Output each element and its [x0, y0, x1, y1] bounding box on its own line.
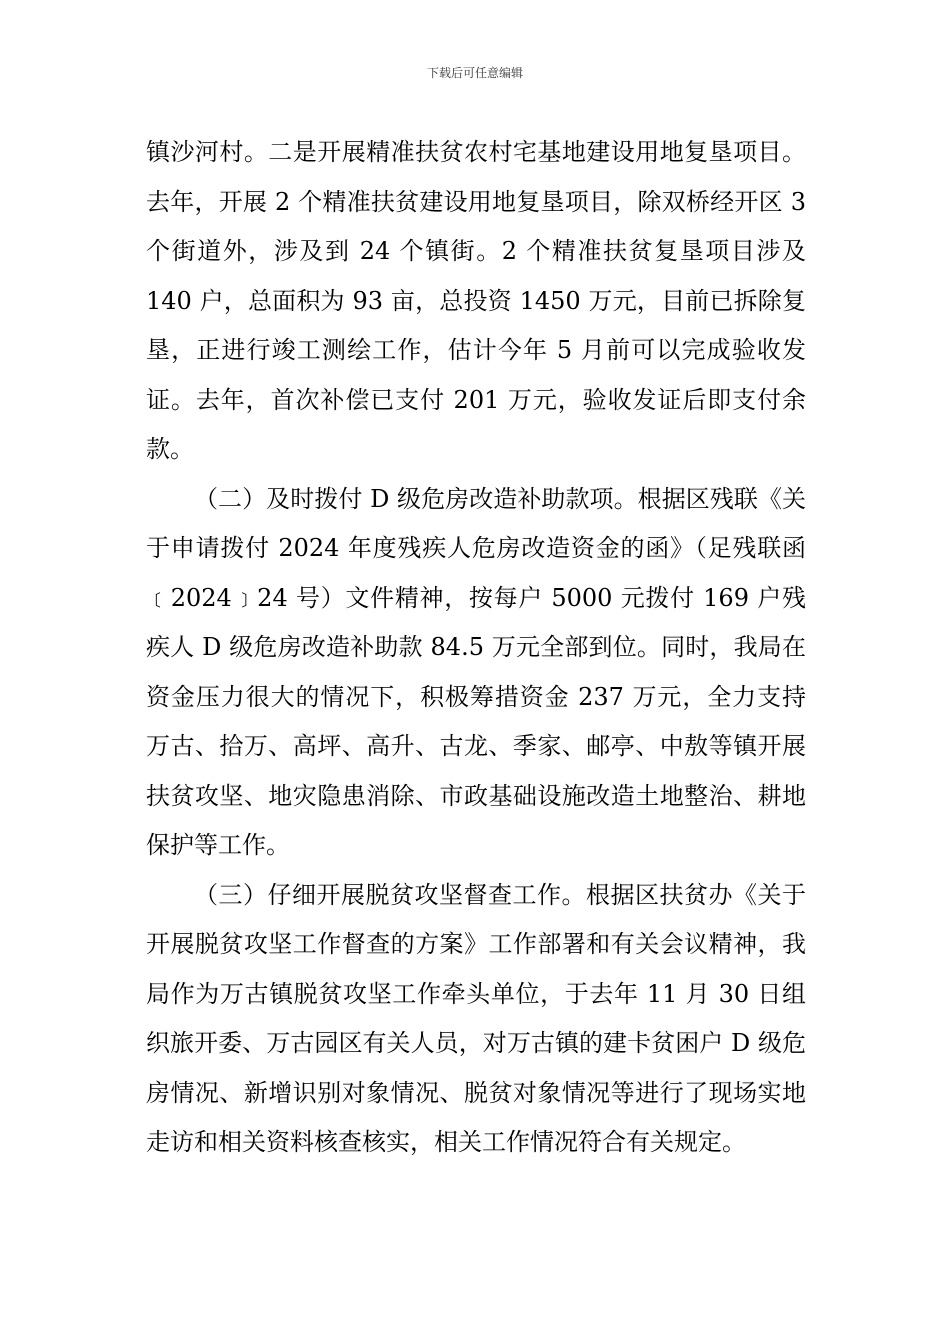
paragraph-3: （三）仔细开展脱贫攻坚督查工作。根据区扶贫办《关于开展脱贫攻坚工作督查的方案》工作部署和有关会议精神，我局作为万古镇脱贫攻坚工作牵头单位，于去年 11 月 30 日组织旅开委、万古园区有关人员，对万古镇的建卡贫困户 D 级危房情况、新增识别对象情况、脱贫对象情况等进行了现场实地走访和相关资料核查核实，相关工作情况符合有关规定。 [146, 880, 806, 1156]
page-header: 下载后可任意编辑 [426, 66, 523, 80]
paragraph-2: （二）及时拨付 D 级危房改造补助款项。根据区残联《关于申请拨付 2024 年度残疾人危房改造资金的函》（足残联函﹝2024﹞24 号）文件精神，按每户 5000 元拨付 169 户残疾人 D 级危房改造补助款 84.5 万元全部到位。同时，我局在资金压力很大的情况下，积极筹措资金 237 万元，全力支持万古、拾万、高坪、高升、古龙、季家、邮亭、中敖等镇开展扶贫攻坚、地灾隐患消除、市政基础设施改造土地整治、耕地保护等工作。 [146, 484, 806, 859]
document-body [146, 128, 806, 1168]
paragraph-1: 镇沙河村。二是开展精准扶贫农村宅基地建设用地复垦项目。去年，开展 2 个精准扶贫建设用地复垦项目，除双桥经开区 3 个街道外，涉及到 24 个镇街。2 个精准扶贫复垦项目涉及 140 户，总面积为 93 亩，总投资 1450 万元，目前已拆除复垦，正进行竣工测绘工作，估计今年 5 月前可以完成验收发证。去年，首次补偿已支付 201 万元，验收发证后即支付余款。 [146, 138, 806, 463]
